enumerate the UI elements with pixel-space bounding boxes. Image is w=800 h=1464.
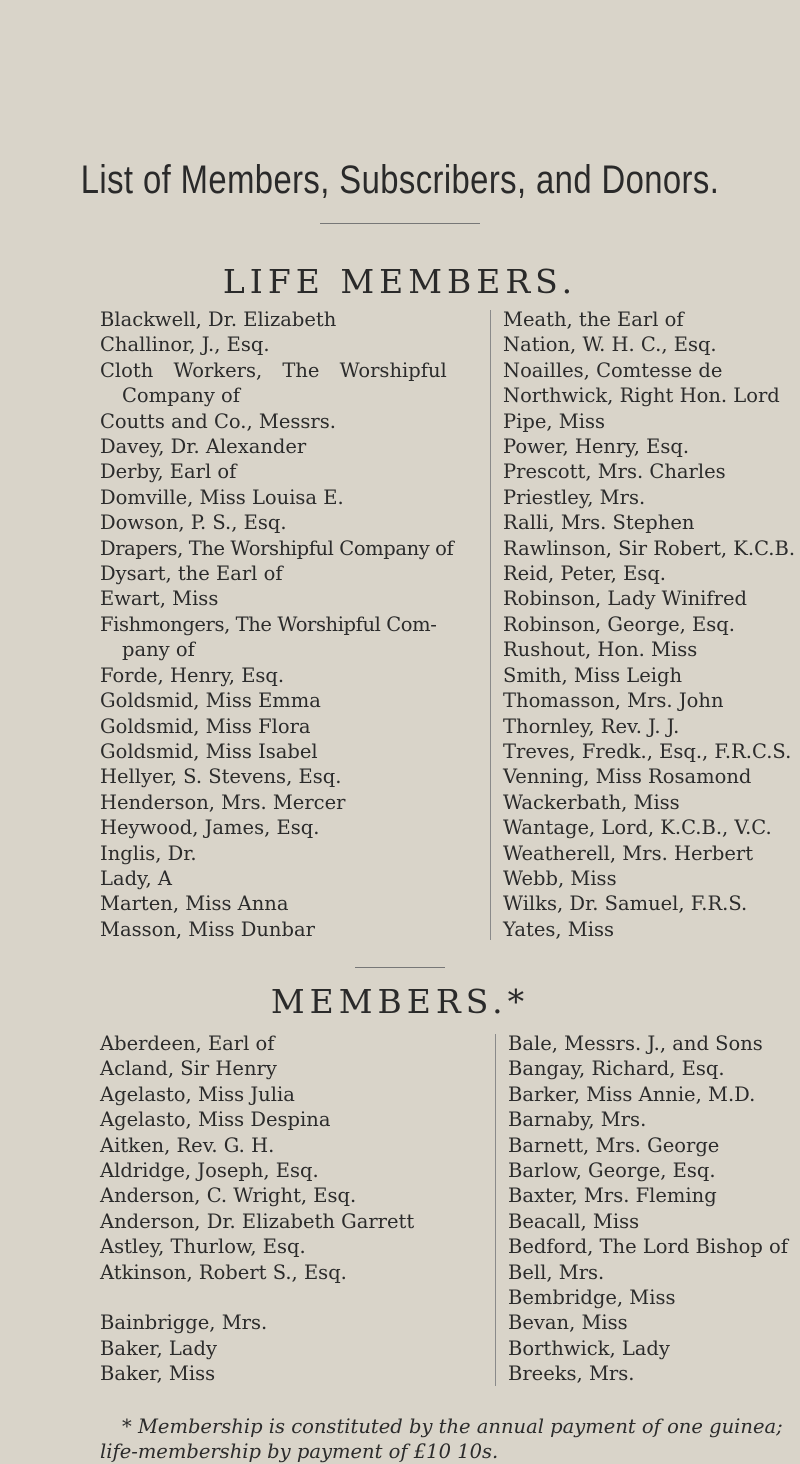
members-heading: MEMBERS.*	[270, 982, 530, 1021]
life-members-right-column	[503, 307, 795, 942]
list-item: Lady, A	[100, 866, 172, 890]
list-item: Pipe, Miss	[503, 409, 605, 433]
list-item: Anderson, C. Wright, Esq.	[100, 1184, 357, 1208]
list-item: Cloth Workers, The Worshipful	[100, 358, 447, 382]
list-item: Bangay, Richard, Esq.	[508, 1057, 725, 1081]
list-item: Webb, Miss	[503, 866, 617, 890]
list-item: Barnaby, Mrs.	[508, 1108, 647, 1132]
list-item: Reid, Peter, Esq.	[503, 562, 666, 586]
list-item: Rawlinson, Sir Robert, K.C.B.	[503, 536, 796, 560]
list-item: Drapers, The Worshipful Company of	[100, 536, 454, 560]
list-item: Priestley, Mrs.	[503, 485, 646, 509]
list-item: Power, Henry, Esq.	[503, 435, 690, 459]
list-item: Company of	[122, 384, 240, 408]
list-item: Ewart, Miss	[100, 587, 219, 611]
members-right-column	[508, 1031, 788, 1387]
list-item: Weatherell, Mrs. Herbert	[503, 841, 754, 865]
list-item: Acland, Sir Henry	[100, 1057, 277, 1081]
list-item: Nation, W. H. C., Esq.	[503, 333, 717, 357]
title-rule	[320, 223, 480, 224]
list-item: Agelasto, Miss Despina	[100, 1108, 331, 1132]
list-item: Smith, Miss Leigh	[503, 663, 683, 687]
list-item: Aitken, Rev. G. H.	[100, 1133, 275, 1157]
members-left-column	[100, 1031, 414, 1387]
list-item: Beacall, Miss	[508, 1209, 640, 1233]
list-item: Domville, Miss Louisa E.	[100, 485, 344, 509]
list-item: Fishmongers, The Worshipful Com-	[100, 612, 437, 636]
list-item: Bainbrigge, Mrs.	[100, 1311, 268, 1335]
list-item: Coutts and Co., Messrs.	[100, 409, 336, 433]
list-item: Derby, Earl of	[100, 460, 237, 484]
list-item: Challinor, J., Esq.	[100, 333, 270, 357]
list-item: Bevan, Miss	[508, 1311, 628, 1335]
list-item: Yates, Miss	[503, 917, 614, 941]
list-item: Davey, Dr. Alexander	[100, 435, 307, 459]
list-item: Rushout, Hon. Miss	[503, 638, 698, 662]
list-item: Northwick, Right Hon. Lord	[503, 384, 780, 408]
members-column-divider	[495, 1034, 496, 1386]
section-rule	[355, 967, 445, 968]
list-item: Atkinson, Robert S., Esq.	[100, 1260, 347, 1284]
page-title: List of Members, Subscribers, and Donors.	[80, 158, 720, 202]
list-item: Goldsmid, Miss Flora	[100, 714, 311, 738]
list-item: Robinson, Lady Winifred	[503, 587, 747, 611]
list-item: Marten, Miss Anna	[100, 892, 289, 916]
list-item: Breeks, Mrs.	[508, 1362, 635, 1386]
list-item: Bale, Messrs. J., and Sons	[508, 1032, 763, 1055]
list-item: Meath, the Earl of	[503, 308, 684, 331]
list-item: Thornley, Rev. J. J.	[503, 714, 680, 738]
list-item: Thomasson, Mrs. John	[503, 689, 724, 713]
list-item: Bell, Mrs.	[508, 1260, 605, 1284]
list-item: Baker, Miss	[100, 1362, 216, 1386]
membership-footnote: * Membership is constituted by the annual payment of one guinea; life-membership by payment of £10 10s.	[100, 1415, 783, 1463]
list-item: Noailles, Comtesse de	[503, 358, 723, 382]
list-item: Goldsmid, Miss Emma	[100, 689, 321, 713]
list-item: Venning, Miss Rosamond	[503, 765, 752, 789]
list-item: Barnett, Mrs. George	[508, 1133, 720, 1157]
list-item: Baker, Lady	[100, 1336, 217, 1360]
list-item: Masson, Miss Dunbar	[100, 917, 315, 941]
list-item: Hellyer, S. Stevens, Esq.	[100, 765, 342, 789]
list-item: Blackwell, Dr. Elizabeth	[100, 308, 337, 331]
list-item: Agelasto, Miss Julia	[100, 1082, 295, 1106]
list-item: Wantage, Lord, K.C.B., V.C.	[503, 816, 772, 840]
list-item: Aberdeen, Earl of	[100, 1032, 275, 1055]
list-item: Borthwick, Lady	[508, 1336, 670, 1360]
life-members-left-column	[100, 307, 453, 942]
list-item: Dysart, the Earl of	[100, 562, 283, 586]
list-item: Forde, Henry, Esq.	[100, 663, 285, 687]
list-item: Barlow, George, Esq.	[508, 1159, 716, 1183]
list-item: Prescott, Mrs. Charles	[503, 460, 726, 484]
list-item: Barker, Miss Annie, M.D.	[508, 1082, 756, 1106]
list-item: Baxter, Mrs. Fleming	[508, 1184, 717, 1208]
list-item: Anderson, Dr. Elizabeth Garrett	[100, 1209, 415, 1233]
list-item: Bedford, The Lord Bishop of	[508, 1235, 789, 1259]
list-item: Goldsmid, Miss Isabel	[100, 739, 318, 763]
list-item: Henderson, Mrs. Mercer	[100, 790, 346, 814]
list-item: pany of	[122, 638, 195, 662]
list-item: Robinson, George, Esq.	[503, 612, 735, 636]
life-members-column-divider	[490, 310, 491, 940]
list-item: Heywood, James, Esq.	[100, 816, 320, 840]
list-item: Ralli, Mrs. Stephen	[503, 511, 695, 535]
list-item: Wackerbath, Miss	[503, 790, 680, 814]
list-item: Treves, Fredk., Esq., F.R.C.S.	[503, 739, 792, 763]
list-item: Dowson, P. S., Esq.	[100, 511, 287, 535]
list-item: Astley, Thurlow, Esq.	[100, 1235, 306, 1259]
list-item: Aldridge, Joseph, Esq.	[100, 1159, 319, 1183]
life-members-heading: LIFE MEMBERS.	[222, 262, 578, 301]
list-item: Wilks, Dr. Samuel, F.R.S.	[503, 892, 748, 916]
list-item: Inglis, Dr.	[100, 841, 197, 865]
list-item: Bembridge, Miss	[508, 1286, 676, 1310]
